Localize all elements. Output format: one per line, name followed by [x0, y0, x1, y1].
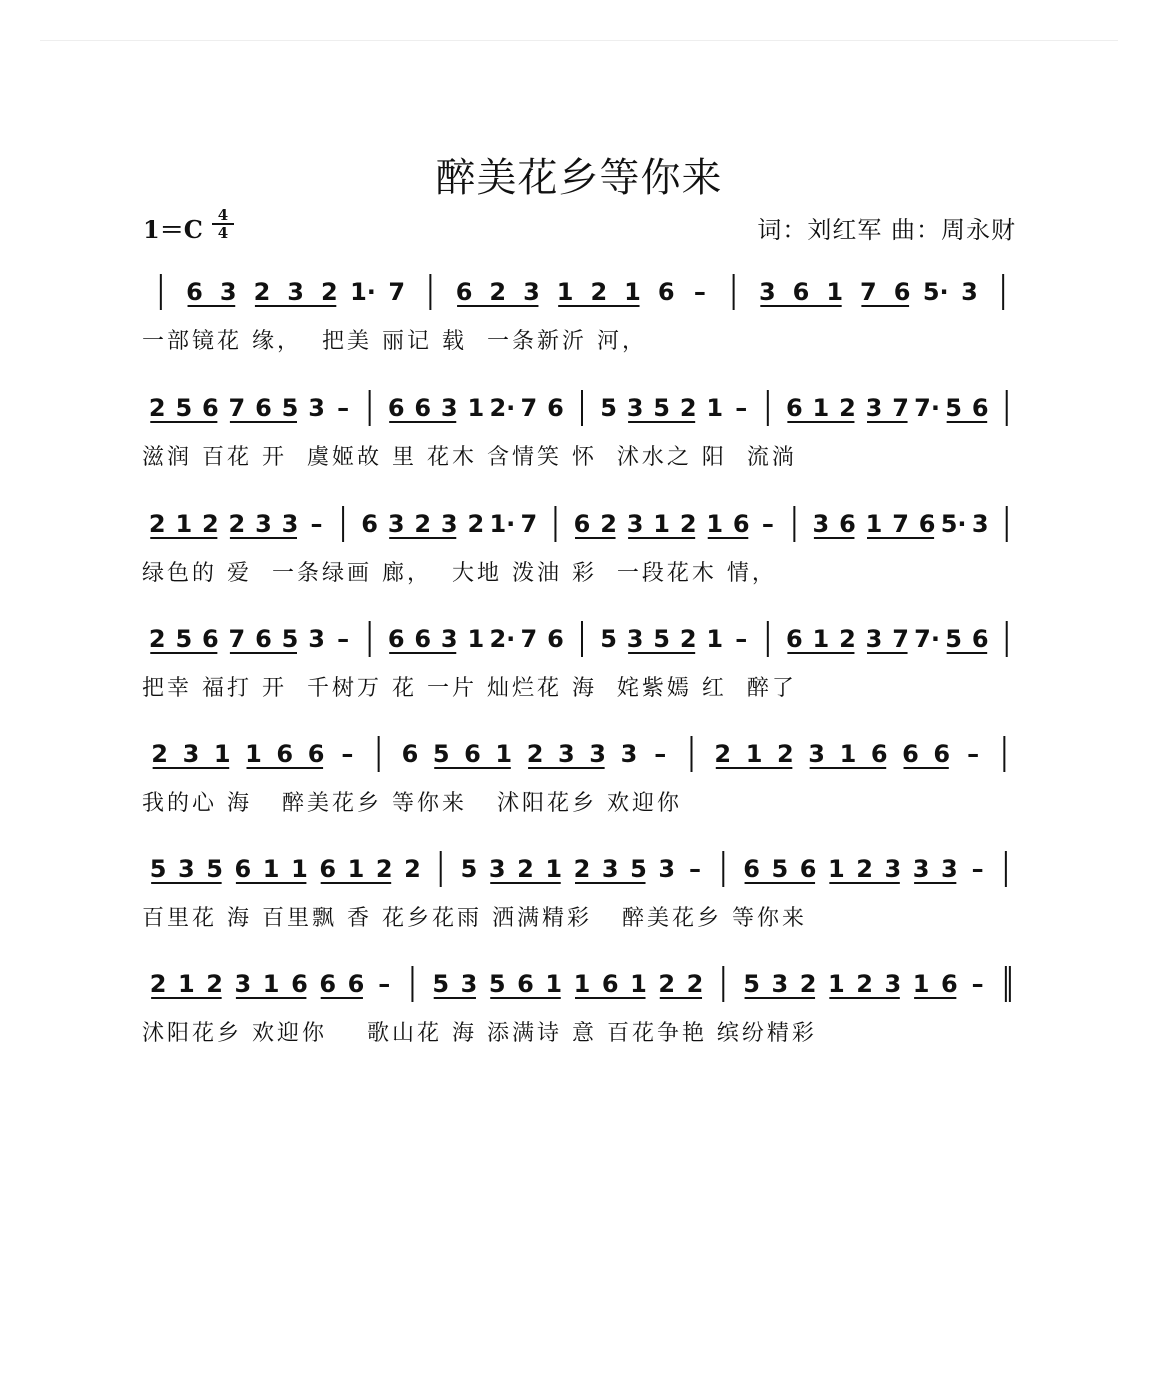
note: 7	[228, 394, 246, 422]
lyric-line: 把幸 福打 开 千树万 花 一片 灿烂花 海 姹紫嫣 红 醉了	[142, 676, 797, 701]
note: 6	[361, 510, 378, 538]
note: 1	[291, 855, 308, 883]
sustain-dash: –	[693, 278, 706, 306]
note: 3	[658, 855, 676, 883]
note: 2	[253, 278, 271, 306]
note: 7	[892, 394, 909, 422]
note: 3	[620, 740, 638, 768]
notation-line	[140, 500, 1020, 550]
sustain-dash: –	[341, 740, 354, 768]
note: 3	[884, 855, 902, 883]
note: 5·	[922, 278, 949, 306]
lyric-line: 沭阳花乡 欢迎你 歌山花 海 添满诗 意 百花争艳 缤纷精彩	[142, 1021, 817, 1046]
note: 1	[706, 394, 724, 422]
note: 3	[601, 855, 619, 883]
note: 6	[799, 855, 817, 883]
note: 2	[149, 970, 167, 998]
note: 3	[626, 394, 644, 422]
note: 6	[401, 740, 419, 768]
lyric-line: 一部镜花 缘， 把美 丽记 载 一条新沂 河，	[142, 329, 647, 354]
lyric-line: 我的心 海 醉美花乡 等你来 沭阳花乡 欢迎你	[142, 791, 682, 816]
note: 2	[856, 855, 873, 883]
note: 7	[520, 510, 538, 538]
notation-line	[140, 615, 1020, 665]
score-row	[140, 384, 1020, 494]
note: 3	[219, 278, 237, 306]
note: 6	[307, 740, 325, 768]
note: 6	[792, 278, 810, 306]
note: 6	[933, 740, 951, 768]
note: 6	[291, 970, 308, 998]
note: 1	[706, 625, 724, 653]
score-row	[140, 960, 1020, 1070]
sustain-dash: –	[735, 625, 748, 653]
note: 2	[148, 625, 166, 653]
note: 6	[732, 510, 750, 538]
sustain-dash: –	[654, 740, 667, 768]
note: 6	[202, 625, 219, 653]
time-signature	[212, 207, 234, 241]
note: 5	[281, 625, 299, 653]
note: 2	[148, 510, 166, 538]
note: 2	[799, 970, 817, 998]
note: 1	[545, 970, 563, 998]
note: 5	[600, 394, 617, 422]
note: 1	[812, 625, 830, 653]
note: 6	[414, 394, 432, 422]
note: 5	[488, 970, 506, 998]
lyric-line: 绿色的 爱 一条绿画 廊， 大地 泼油 彩 一段花木 情，	[142, 561, 777, 586]
note: 3	[626, 510, 644, 538]
note: 5	[945, 394, 962, 422]
note: 1	[245, 740, 262, 768]
note: 2	[839, 394, 856, 422]
note: 6	[918, 510, 936, 538]
note: 2	[228, 510, 246, 538]
note: 3	[182, 740, 200, 768]
note: 7	[388, 278, 406, 306]
note: 7	[520, 625, 538, 653]
note: 3	[308, 394, 325, 422]
note: 1	[262, 855, 280, 883]
sustain-dash: –	[310, 510, 323, 538]
sustain-dash: –	[337, 625, 350, 653]
sustain-dash: –	[735, 394, 748, 422]
note: 6	[971, 625, 989, 653]
note: 3	[488, 855, 506, 883]
note: 2	[320, 278, 338, 306]
note: 3	[865, 394, 883, 422]
note: 5	[432, 970, 450, 998]
note: 3	[308, 625, 325, 653]
sustain-dash: –	[971, 855, 984, 883]
note: 7·	[914, 394, 941, 422]
note: 1	[839, 740, 857, 768]
note: 6	[870, 740, 888, 768]
note: 3	[971, 510, 989, 538]
sustain-dash: –	[967, 740, 980, 768]
score-row	[140, 845, 1020, 955]
note: 5	[432, 740, 450, 768]
note: 3	[626, 625, 644, 653]
note: 1	[826, 278, 844, 306]
notation-line	[140, 384, 1020, 434]
note: 1	[545, 855, 563, 883]
note: 3	[440, 510, 458, 538]
note: 1	[827, 855, 845, 883]
note: 1	[630, 970, 647, 998]
note: 2	[856, 970, 873, 998]
song-title: 醉美花乡等你来	[435, 155, 723, 201]
notation-line	[140, 960, 1020, 1010]
note: 6	[464, 740, 481, 768]
note: 1	[827, 970, 845, 998]
note: 6	[786, 625, 803, 653]
note: 6	[573, 510, 591, 538]
note: 1	[745, 740, 763, 768]
note: 6	[347, 970, 365, 998]
note: 3	[808, 740, 825, 768]
note: 5	[460, 855, 478, 883]
note: 6	[319, 970, 337, 998]
note: 3	[460, 970, 478, 998]
score-row	[140, 615, 1020, 725]
note: 6	[941, 970, 958, 998]
note: 3	[884, 970, 902, 998]
note: 3	[255, 510, 272, 538]
time-signature-denominator: 4	[217, 224, 229, 242]
top-divider	[40, 40, 1118, 41]
note: 1	[347, 855, 365, 883]
note: 2	[151, 740, 168, 768]
note: 3	[589, 740, 606, 768]
note: 1	[653, 510, 670, 538]
note: 3	[771, 970, 789, 998]
note: 2	[777, 740, 794, 768]
note: 5	[945, 625, 962, 653]
note: 3	[234, 970, 252, 998]
lyricist-composer-credits: 词：刘红军 曲：周永财	[757, 216, 1016, 244]
note: 1	[178, 970, 195, 998]
note: 2	[573, 855, 591, 883]
note: 6	[319, 855, 337, 883]
note: 6	[657, 278, 675, 306]
score-row	[140, 500, 1020, 610]
note: 2	[404, 855, 421, 883]
note: 2	[839, 625, 856, 653]
note: 5	[175, 394, 193, 422]
note: 2	[489, 278, 507, 306]
note: 3	[287, 278, 304, 306]
note: 1	[865, 510, 883, 538]
note: 6	[414, 625, 432, 653]
note: 1	[573, 970, 591, 998]
note: 3	[865, 625, 883, 653]
note: 5	[653, 394, 670, 422]
note: 5	[149, 855, 167, 883]
note: 5	[175, 625, 193, 653]
note: 6	[743, 855, 760, 883]
note: 7	[228, 625, 246, 653]
note: 7	[520, 394, 538, 422]
note: 3	[912, 855, 930, 883]
note: 3	[523, 278, 540, 306]
note: 6	[601, 970, 619, 998]
note: 7	[860, 278, 877, 306]
notation-line	[140, 268, 1020, 318]
note: 6	[202, 394, 219, 422]
note: 2	[375, 855, 393, 883]
notation-line	[140, 845, 1020, 895]
note: 2	[714, 740, 732, 768]
note: 1	[812, 394, 830, 422]
lyric-line: 百里花 海 百里飘 香 花乡花雨 洒满精彩 醉美花乡 等你来	[142, 906, 807, 931]
note: 5	[771, 855, 789, 883]
time-signature-numerator: 4	[212, 207, 234, 225]
note: 1	[467, 394, 485, 422]
note: 2	[686, 970, 704, 998]
note: 7·	[914, 625, 941, 653]
note: 6	[387, 394, 405, 422]
sustain-dash: –	[761, 510, 774, 538]
note: 2	[414, 510, 432, 538]
note: 6	[455, 278, 473, 306]
note: 3	[281, 510, 299, 538]
note: 2·	[489, 625, 516, 653]
note: 1	[175, 510, 193, 538]
note: 6	[234, 855, 252, 883]
score-row	[140, 268, 1020, 378]
note: 1	[213, 740, 231, 768]
note: 3	[558, 740, 575, 768]
note: 2	[526, 740, 544, 768]
note: 5	[206, 855, 223, 883]
note: 6	[186, 278, 203, 306]
note: 1	[624, 278, 641, 306]
sustain-dash: –	[971, 970, 984, 998]
note: 1	[706, 510, 724, 538]
note: 6	[971, 394, 989, 422]
note: 6	[786, 394, 803, 422]
note: 6	[276, 740, 294, 768]
note: 6	[387, 625, 405, 653]
note: 3	[440, 394, 458, 422]
note: 6	[255, 625, 272, 653]
sustain-dash: –	[378, 970, 391, 998]
note: 2	[679, 510, 697, 538]
note: 6	[893, 278, 911, 306]
note: 1	[556, 278, 574, 306]
note: 6	[547, 394, 564, 422]
note: 5	[653, 625, 670, 653]
note: 1	[467, 625, 485, 653]
lyric-line: 滋润 百花 开 虞姬故 里 花木 含情笑 怀 沭水之 阳 流淌	[142, 445, 797, 470]
note: 6	[547, 625, 564, 653]
note: 2	[148, 394, 166, 422]
note: 2	[679, 394, 697, 422]
sustain-dash: –	[337, 394, 350, 422]
note: 1	[262, 970, 280, 998]
note: 3	[758, 278, 776, 306]
note: 1·	[489, 510, 516, 538]
note: 3	[812, 510, 830, 538]
note: 2	[517, 855, 534, 883]
note: 2	[658, 970, 676, 998]
note: 7	[892, 510, 909, 538]
note: 6	[255, 394, 272, 422]
sustain-dash: –	[689, 855, 702, 883]
note: 2	[206, 970, 223, 998]
note: 2	[467, 510, 485, 538]
note: 7	[892, 625, 909, 653]
key-signature: 1＝C	[143, 215, 203, 244]
score-row	[140, 730, 1020, 840]
note: 5	[630, 855, 647, 883]
note: 5	[600, 625, 617, 653]
note: 5	[743, 970, 760, 998]
notation-line	[140, 730, 1020, 780]
note: 3	[941, 855, 958, 883]
note: 1	[495, 740, 513, 768]
note: 3	[440, 625, 458, 653]
note: 2	[600, 510, 617, 538]
note: 1	[912, 970, 930, 998]
note: 2	[679, 625, 697, 653]
note: 3	[178, 855, 195, 883]
note: 2	[590, 278, 608, 306]
note: 6	[839, 510, 856, 538]
note: 5	[281, 394, 299, 422]
note: 1·	[350, 278, 376, 306]
note: 2	[202, 510, 219, 538]
note: 6	[902, 740, 919, 768]
note: 5·	[940, 510, 967, 538]
note: 3	[387, 510, 405, 538]
note: 2·	[489, 394, 516, 422]
note: 3	[961, 278, 978, 306]
note: 6	[517, 970, 534, 998]
